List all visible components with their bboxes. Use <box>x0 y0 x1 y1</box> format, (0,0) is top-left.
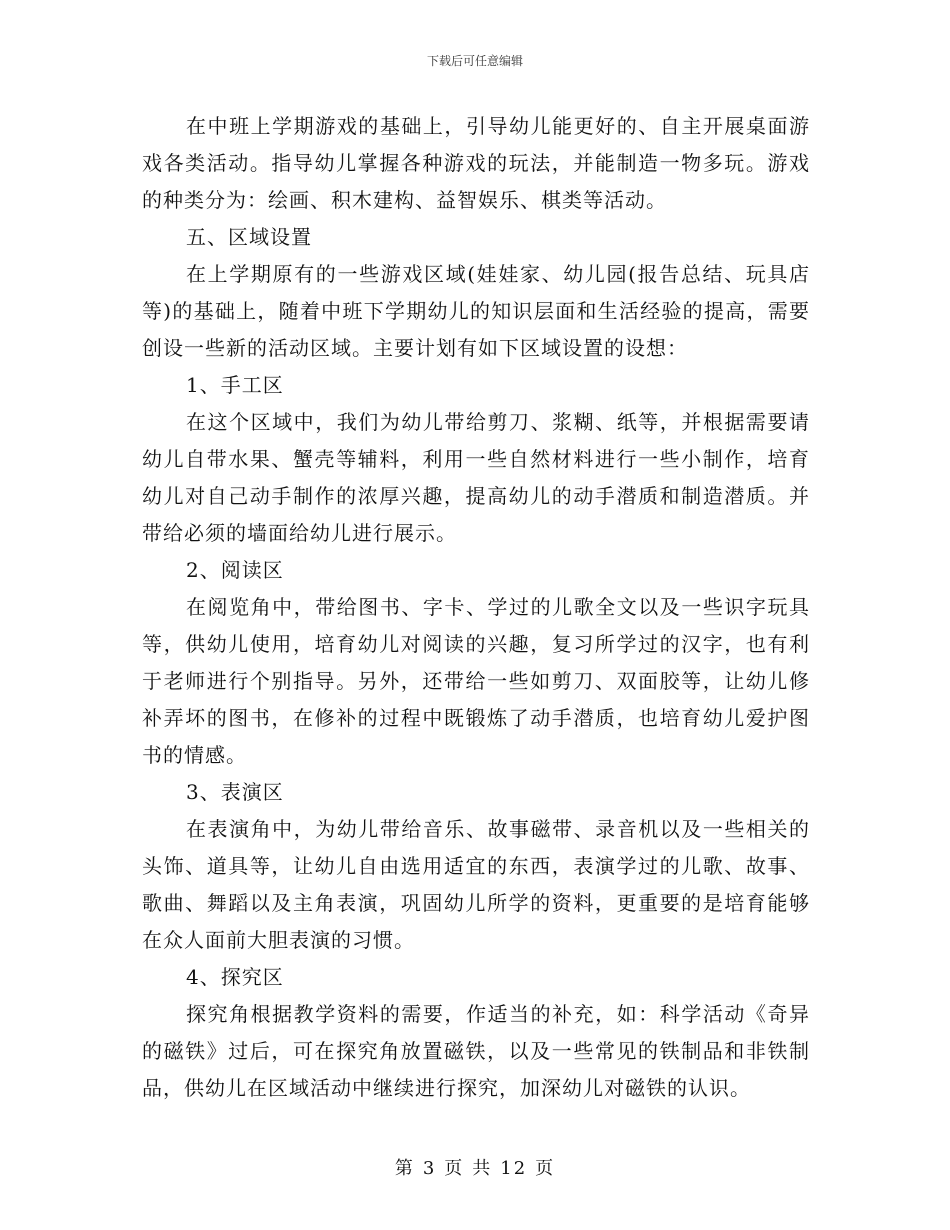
page-header: 下载后可任意编辑 <box>426 54 523 68</box>
subheading-exploration-area: 4、探究区 <box>186 965 284 989</box>
subheading-craft-area: 1、手工区 <box>186 373 284 397</box>
page-footer <box>0 1154 950 1180</box>
footer-page-label: 页 <box>444 1158 465 1179</box>
paragraph-table-games: 在中班上学期游戏的基础上，引导幼儿能更好的、自主开展桌面游戏各类活动。指导幼儿掌握各种游戏的玩法，并能制造一物多玩。游戏的种类分为：绘画、积木建构、益智娱乐、棋类等活动。 <box>142 114 810 212</box>
subheading-performance-area: 3、表演区 <box>186 780 284 804</box>
section-heading-area-setup: 五、区域设置 <box>186 225 312 249</box>
paragraph-performance-area: 在表演角中，为幼儿带给音乐、故事磁带、录音机以及一些相关的头饰、道具等，让幼儿自由选用适宜的东西，表演学过的儿歌、故事、歌曲、舞蹈以及主角表演，巩固幼儿所学的资料，更重要的是培育能够在众人面前大胆表演的习惯。 <box>142 817 810 952</box>
footer-prefix: 第 <box>394 1158 415 1179</box>
paragraph-reading-area: 在阅览角中，带给图书、字卡、学过的儿歌全文以及一些识字玩具等，供幼儿使用，培育幼儿对阅读的兴趣，复习所学过的汉字，也有利于老师进行个别指导。另外，还带给一些如剪刀、双面胶等，让幼儿修补弄坏的图书，在修补的过程中既锻炼了动手潜质，也培育幼儿爱护图书的情感。 <box>142 595 810 767</box>
document-body <box>142 108 810 1107</box>
footer-total-pages: 12 <box>500 1158 528 1179</box>
footer-total-label: 共 <box>472 1158 493 1179</box>
footer-suffix: 页 <box>535 1158 556 1179</box>
paragraph-craft-area: 在这个区域中，我们为幼儿带给剪刀、浆糊、纸等，并根据需要请幼儿自带水果、蟹壳等辅料，利用一些自然材料进行一些小制作，培育幼儿对自己动手制作的浓厚兴趣，提高幼儿的动手潜质和制造潜质。并带给必须的墙面给幼儿进行展示。 <box>142 410 810 545</box>
paragraph-exploration-area: 探究角根据教学资料的需要，作适当的补充，如：科学活动《奇异的磁铁》过后，可在探究角放置磁铁，以及一些常见的铁制品和非铁制品，供幼儿在区域活动中继续进行探究，加深幼儿对磁铁的认识。 <box>142 1002 810 1100</box>
paragraph-area-setup: 在上学期原有的一些游戏区域(娃娃家、幼儿园(报告总结、玩具店等)的基础上，随着中班下学期幼儿的知识层面和生活经验的提高，需要创设一些新的活动区域。主要计划有如下区域设置的设想： <box>142 262 810 360</box>
subheading-reading-area: 2、阅读区 <box>186 558 284 582</box>
footer-current-page: 3 <box>422 1158 437 1179</box>
